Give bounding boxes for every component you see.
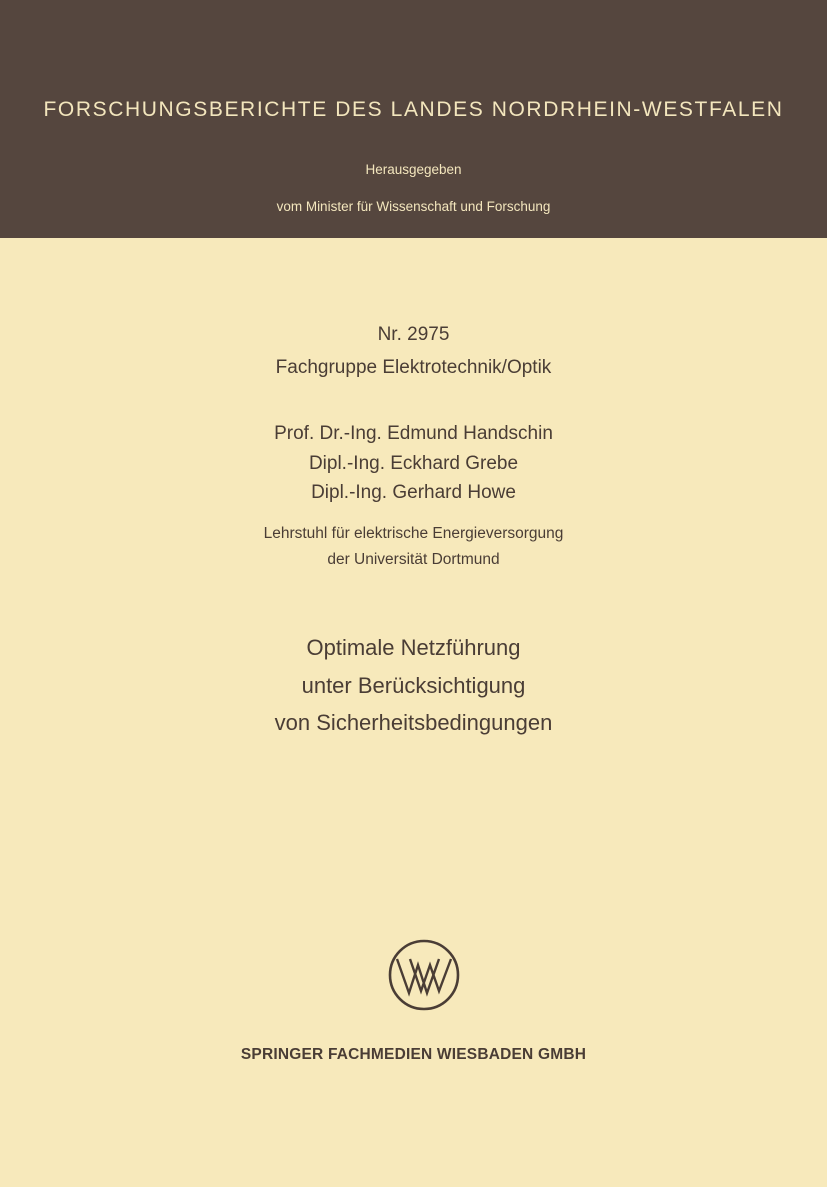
subject-group: Fachgruppe Elektrotechnik/Optik	[275, 357, 552, 378]
editor-name: vom Minister für Wissenschaft und Forschung	[276, 199, 551, 214]
publisher-name: SPRINGER FACHMEDIEN WIESBADEN GMBH	[240, 1046, 587, 1063]
author-2: Dipl.-Ing. Eckhard Grebe	[308, 453, 519, 474]
publisher-logo-icon	[388, 939, 460, 1011]
author-1: Prof. Dr.-Ing. Edmund Handschin	[274, 423, 553, 444]
header-band	[0, 0, 827, 238]
institution-line-1: Lehrstuhl für elektrische Energieversorgung	[263, 525, 564, 542]
institution-line-2: der Universität Dortmund	[327, 551, 500, 568]
series-title: FORSCHUNGSBERICHTE DES LANDES NORDRHEIN-WESTFALEN	[43, 98, 784, 121]
editor-label: Herausgegeben	[365, 162, 462, 177]
title-line-2: unter Berücksichtigung	[301, 673, 526, 698]
issue-number: Nr. 2975	[377, 324, 450, 345]
title-line-1: Optimale Netzführung	[306, 635, 521, 660]
author-3: Dipl.-Ing. Gerhard Howe	[311, 482, 516, 503]
title-line-3: von Sicherheitsbedingungen	[274, 710, 553, 735]
